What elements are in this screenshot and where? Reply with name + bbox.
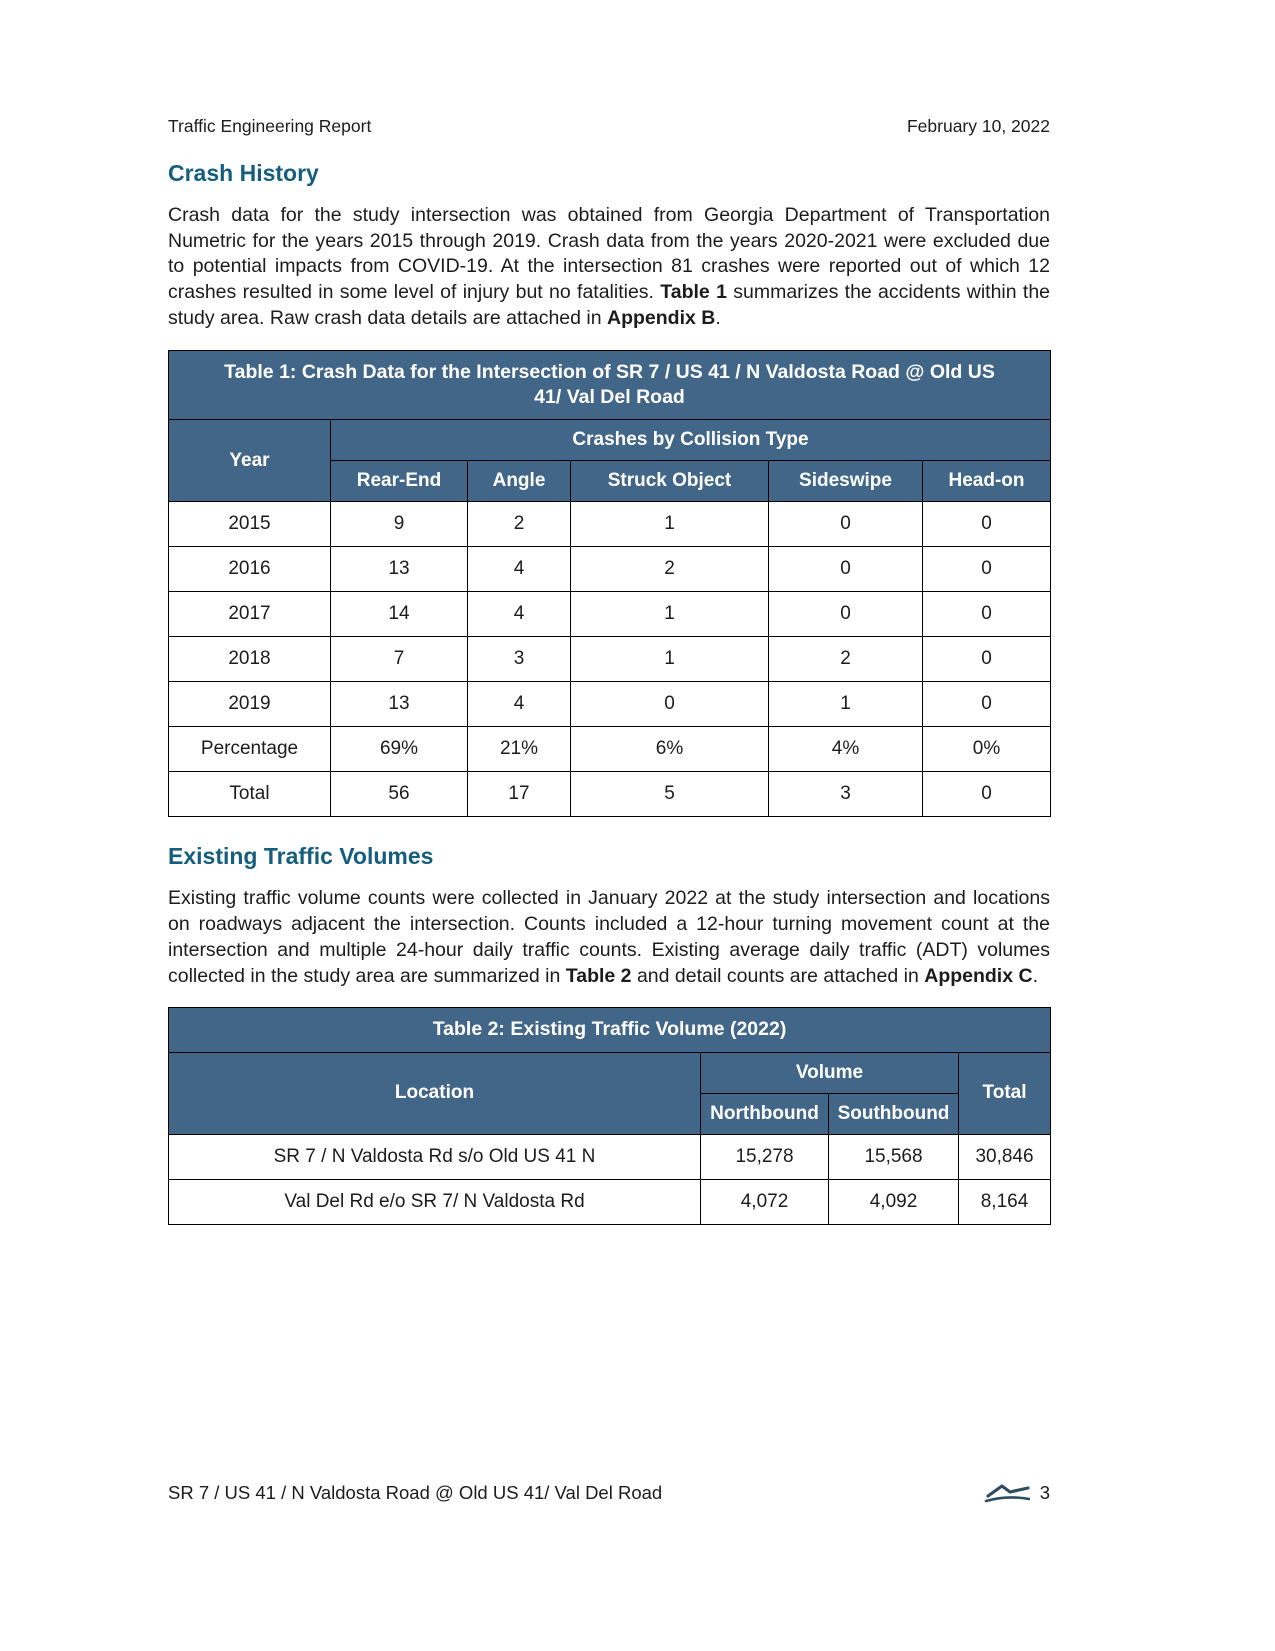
table-cell: 1 <box>571 502 769 547</box>
table2-col-southbound: Southbound <box>829 1093 959 1134</box>
header-date: February 10, 2022 <box>906 116 1050 136</box>
row-label: Total <box>169 772 331 817</box>
header-doc-title: Traffic Engineering Report <box>168 116 372 136</box>
table-cell: 4,072 <box>701 1179 829 1224</box>
table-cell: 1 <box>769 682 923 727</box>
table-cell: 7 <box>331 637 468 682</box>
table-cell: 0 <box>923 547 1051 592</box>
table-cell: 0 <box>923 502 1051 547</box>
table-cell: 13 <box>331 682 468 727</box>
paragraph-text: . <box>715 306 721 329</box>
paragraph-text: Crash data for the study intersection was obtained from Georgia Department of Transportation Numetric for the years 2015 through 2019. Crash data from the years 2020-2021 were excluded due to potential impacts from COVID-19. At the intersection 81 crashes were reported out of which 12 crashes resulted in some level of injury but no fatalities. <box>168 204 1050 304</box>
table-cell: 15,278 <box>701 1134 829 1179</box>
paragraph-text: Existing traffic volume counts were collected in January 2022 at the study intersection and locations on roadways adjacent the intersection. Counts included a 12-hour turning movement count at the intersection and multiple 24-hour daily traffic counts. Existing average daily traffic (ADT) volumes collected in the study area are summarized in <box>168 887 1050 987</box>
traffic-volumes-paragraph <box>168 886 1050 989</box>
table1-col-sideswipe: Sideswipe <box>769 461 923 502</box>
table-cell: 4% <box>769 727 923 772</box>
table-row <box>169 502 1051 547</box>
table2-volume-header: Volume <box>701 1052 959 1093</box>
table-row <box>169 547 1051 592</box>
table1-col-rear-end: Rear-End <box>331 461 468 502</box>
table1-col-struck-object: Struck Object <box>571 461 769 502</box>
table-cell: 2 <box>468 502 571 547</box>
table2-title-row <box>169 1008 1051 1052</box>
appendix-c-reference: Appendix C <box>924 964 1033 987</box>
table1-reference: Table 1 <box>660 281 727 304</box>
row-label: 2018 <box>169 637 331 682</box>
table1-group-header-row <box>169 420 1051 461</box>
table1-crash-data <box>168 350 1051 818</box>
table-cell: 0 <box>923 592 1051 637</box>
table-cell: 6% <box>571 727 769 772</box>
footer-right <box>984 1482 1050 1504</box>
table1-col-head-on: Head-on <box>923 461 1051 502</box>
table1-col-angle: Angle <box>468 461 571 502</box>
table-cell: 69% <box>331 727 468 772</box>
table-row <box>169 1179 1051 1224</box>
table-cell: 0 <box>923 772 1051 817</box>
table-cell: 0 <box>923 637 1051 682</box>
table-cell: 3 <box>769 772 923 817</box>
table2-title: Table 2: Existing Traffic Volume (2022) <box>169 1008 1051 1052</box>
footer-logo-icon <box>984 1482 1030 1504</box>
row-label: Percentage <box>169 727 331 772</box>
page-header <box>168 116 1050 137</box>
table-cell: 5 <box>571 772 769 817</box>
paragraph-text: . <box>1032 964 1038 987</box>
table-cell: 17 <box>468 772 571 817</box>
table-cell: 8,164 <box>959 1179 1051 1224</box>
table-cell: 4 <box>468 682 571 727</box>
table-cell: 13 <box>331 547 468 592</box>
table-row <box>169 637 1051 682</box>
table2-col-northbound: Northbound <box>701 1093 829 1134</box>
table-row <box>169 772 1051 817</box>
table-cell: 4 <box>468 547 571 592</box>
table1-collision-type-header: Crashes by Collision Type <box>331 420 1051 461</box>
table1-title-row <box>169 350 1051 420</box>
footer-doc-title: SR 7 / US 41 / N Valdosta Road @ Old US 41/ Val Del Road <box>168 1482 663 1503</box>
table-row <box>169 1134 1051 1179</box>
table2-reference: Table 2 <box>565 964 632 987</box>
table-row <box>169 682 1051 727</box>
row-label: 2015 <box>169 502 331 547</box>
table-cell: 3 <box>468 637 571 682</box>
page-content <box>168 150 1050 1251</box>
table-row <box>169 727 1051 772</box>
table-cell: 0 <box>769 592 923 637</box>
table-cell: 9 <box>331 502 468 547</box>
table-cell: 15,568 <box>829 1134 959 1179</box>
table1-title: Table 1: Crash Data for the Intersection of SR 7 / US 41 / N Valdosta Road @ Old US 41/ Val Del Road <box>169 350 1051 420</box>
table-cell: 0 <box>769 502 923 547</box>
table-cell: 30,846 <box>959 1134 1051 1179</box>
table2-group-header-row <box>169 1052 1051 1093</box>
table-cell: 0 <box>923 682 1051 727</box>
table-cell: 56 <box>331 772 468 817</box>
page-number: 3 <box>1039 1482 1050 1503</box>
section-heading-crash-history: Crash History <box>168 160 319 186</box>
table-cell: 0 <box>769 547 923 592</box>
location-cell: Val Del Rd e/o SR 7/ N Valdosta Rd <box>169 1179 701 1224</box>
table-cell: 14 <box>331 592 468 637</box>
table2-location-header: Location <box>169 1052 701 1134</box>
row-label: 2019 <box>169 682 331 727</box>
appendix-b-reference: Appendix B <box>607 306 716 329</box>
table2-traffic-volume <box>168 1007 1051 1224</box>
table-cell: 1 <box>571 637 769 682</box>
table-cell: 1 <box>571 592 769 637</box>
crash-history-paragraph <box>168 203 1050 332</box>
row-label: 2016 <box>169 547 331 592</box>
location-cell: SR 7 / N Valdosta Rd s/o Old US 41 N <box>169 1134 701 1179</box>
page-footer <box>168 1482 1050 1504</box>
table-cell: 4 <box>468 592 571 637</box>
table-cell: 21% <box>468 727 571 772</box>
table2-total-header: Total <box>959 1052 1051 1134</box>
paragraph-text: summarizes the accidents within the study area. Raw crash data details are attached in <box>168 281 1051 329</box>
row-label: 2017 <box>169 592 331 637</box>
table-cell: 0 <box>571 682 769 727</box>
table-cell: 2 <box>571 547 769 592</box>
table-cell: 2 <box>769 637 923 682</box>
table-cell: 0% <box>923 727 1051 772</box>
table1-year-header: Year <box>169 420 331 502</box>
table-cell: 4,092 <box>829 1179 959 1224</box>
section-heading-existing-traffic-volumes: Existing Traffic Volumes <box>168 843 434 870</box>
table-row <box>169 592 1051 637</box>
paragraph-text: and detail counts are attached in <box>631 964 925 987</box>
